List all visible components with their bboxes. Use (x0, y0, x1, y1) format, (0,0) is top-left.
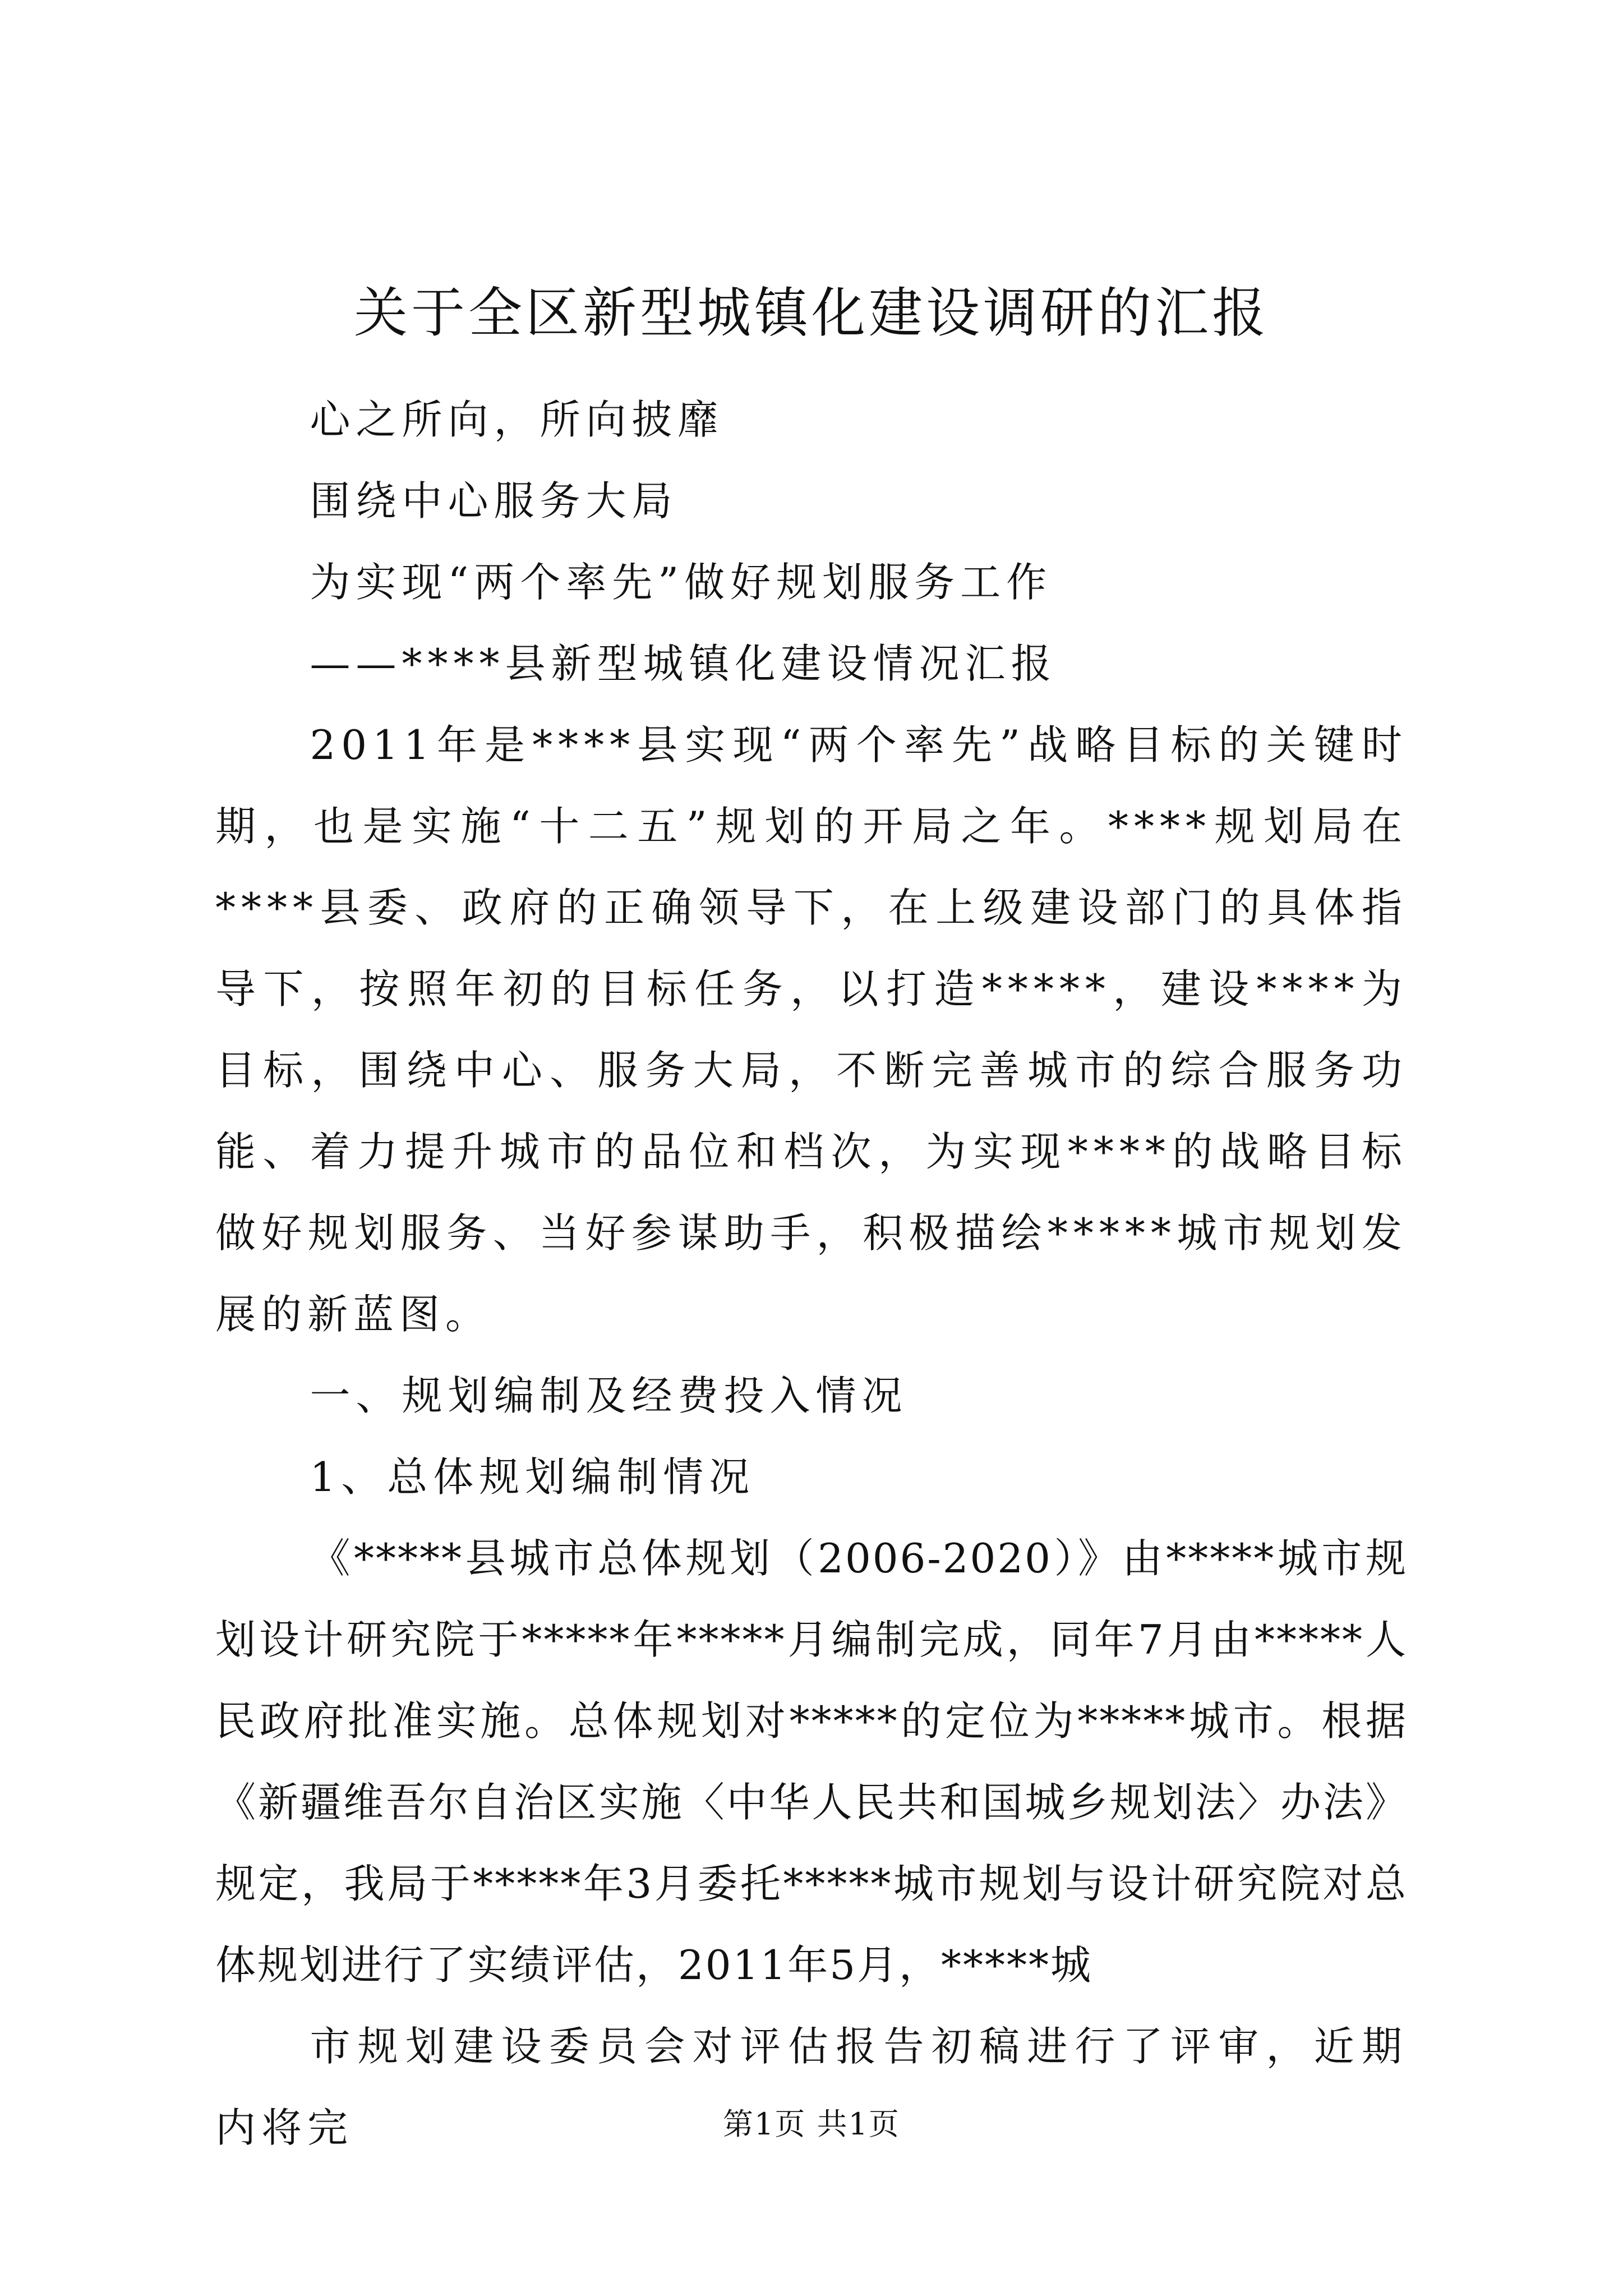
document-body (215, 379, 1408, 2169)
paragraph-report-name: ——****县新型城镇化建设情况汇报 (310, 640, 1057, 687)
paragraph-theme: 围绕中心服务大局 (310, 477, 678, 524)
document-title: 关于全区新型城镇化建设调研的汇报 (354, 282, 1269, 344)
paragraph-motto: 心之所向，所向披靡 (310, 396, 724, 443)
section-heading: 一、规划编制及经费投入情况 (310, 1372, 908, 1419)
paragraph-intro: 2011年是****县实现“两个率先”战略目标的关键时期，也是实施“十二五”规划的开局之年。****规划局在****县委、政府的正确领导下，在上级建设部门的具体指导下，按照年初的目标任务，以打造*****，建设****为目标，围绕中心、服务大局，不断完善城市的综合服务功能、着力提升城市的品位和档次，为实现****的战略目标做好规划服务、当好参谋助手，积极描绘*****城市规划发展的新蓝图。 (215, 721, 1408, 1338)
paragraph-continued: 市规划建设委员会对评估报告初稿进行了评审，近期内将完 (215, 2023, 1408, 2151)
paragraph-subtitle: 为实现“两个率先”做好规划服务工作 (310, 559, 1053, 606)
paragraph-master-plan: 《*****县城市总体规划（2006-2020）》由*****城市规划设计研究院于*****年*****月编制完成，同年7月由*****人民政府批准实施。总体规划对*****的定位为*****城市。根据《新疆维吾尔自治区实施〈中华人民共和国城乡规划法〉办法》规定，我局于*****年3月委托*****城市规划与设计研究院对总体规划进行了实绩评估，2011年5月，*****城 (215, 1535, 1408, 1989)
page-number-footer: 第1页 共1页 (723, 2106, 900, 2142)
subsection-heading: 1、总体规划编制情况 (310, 1453, 755, 1501)
